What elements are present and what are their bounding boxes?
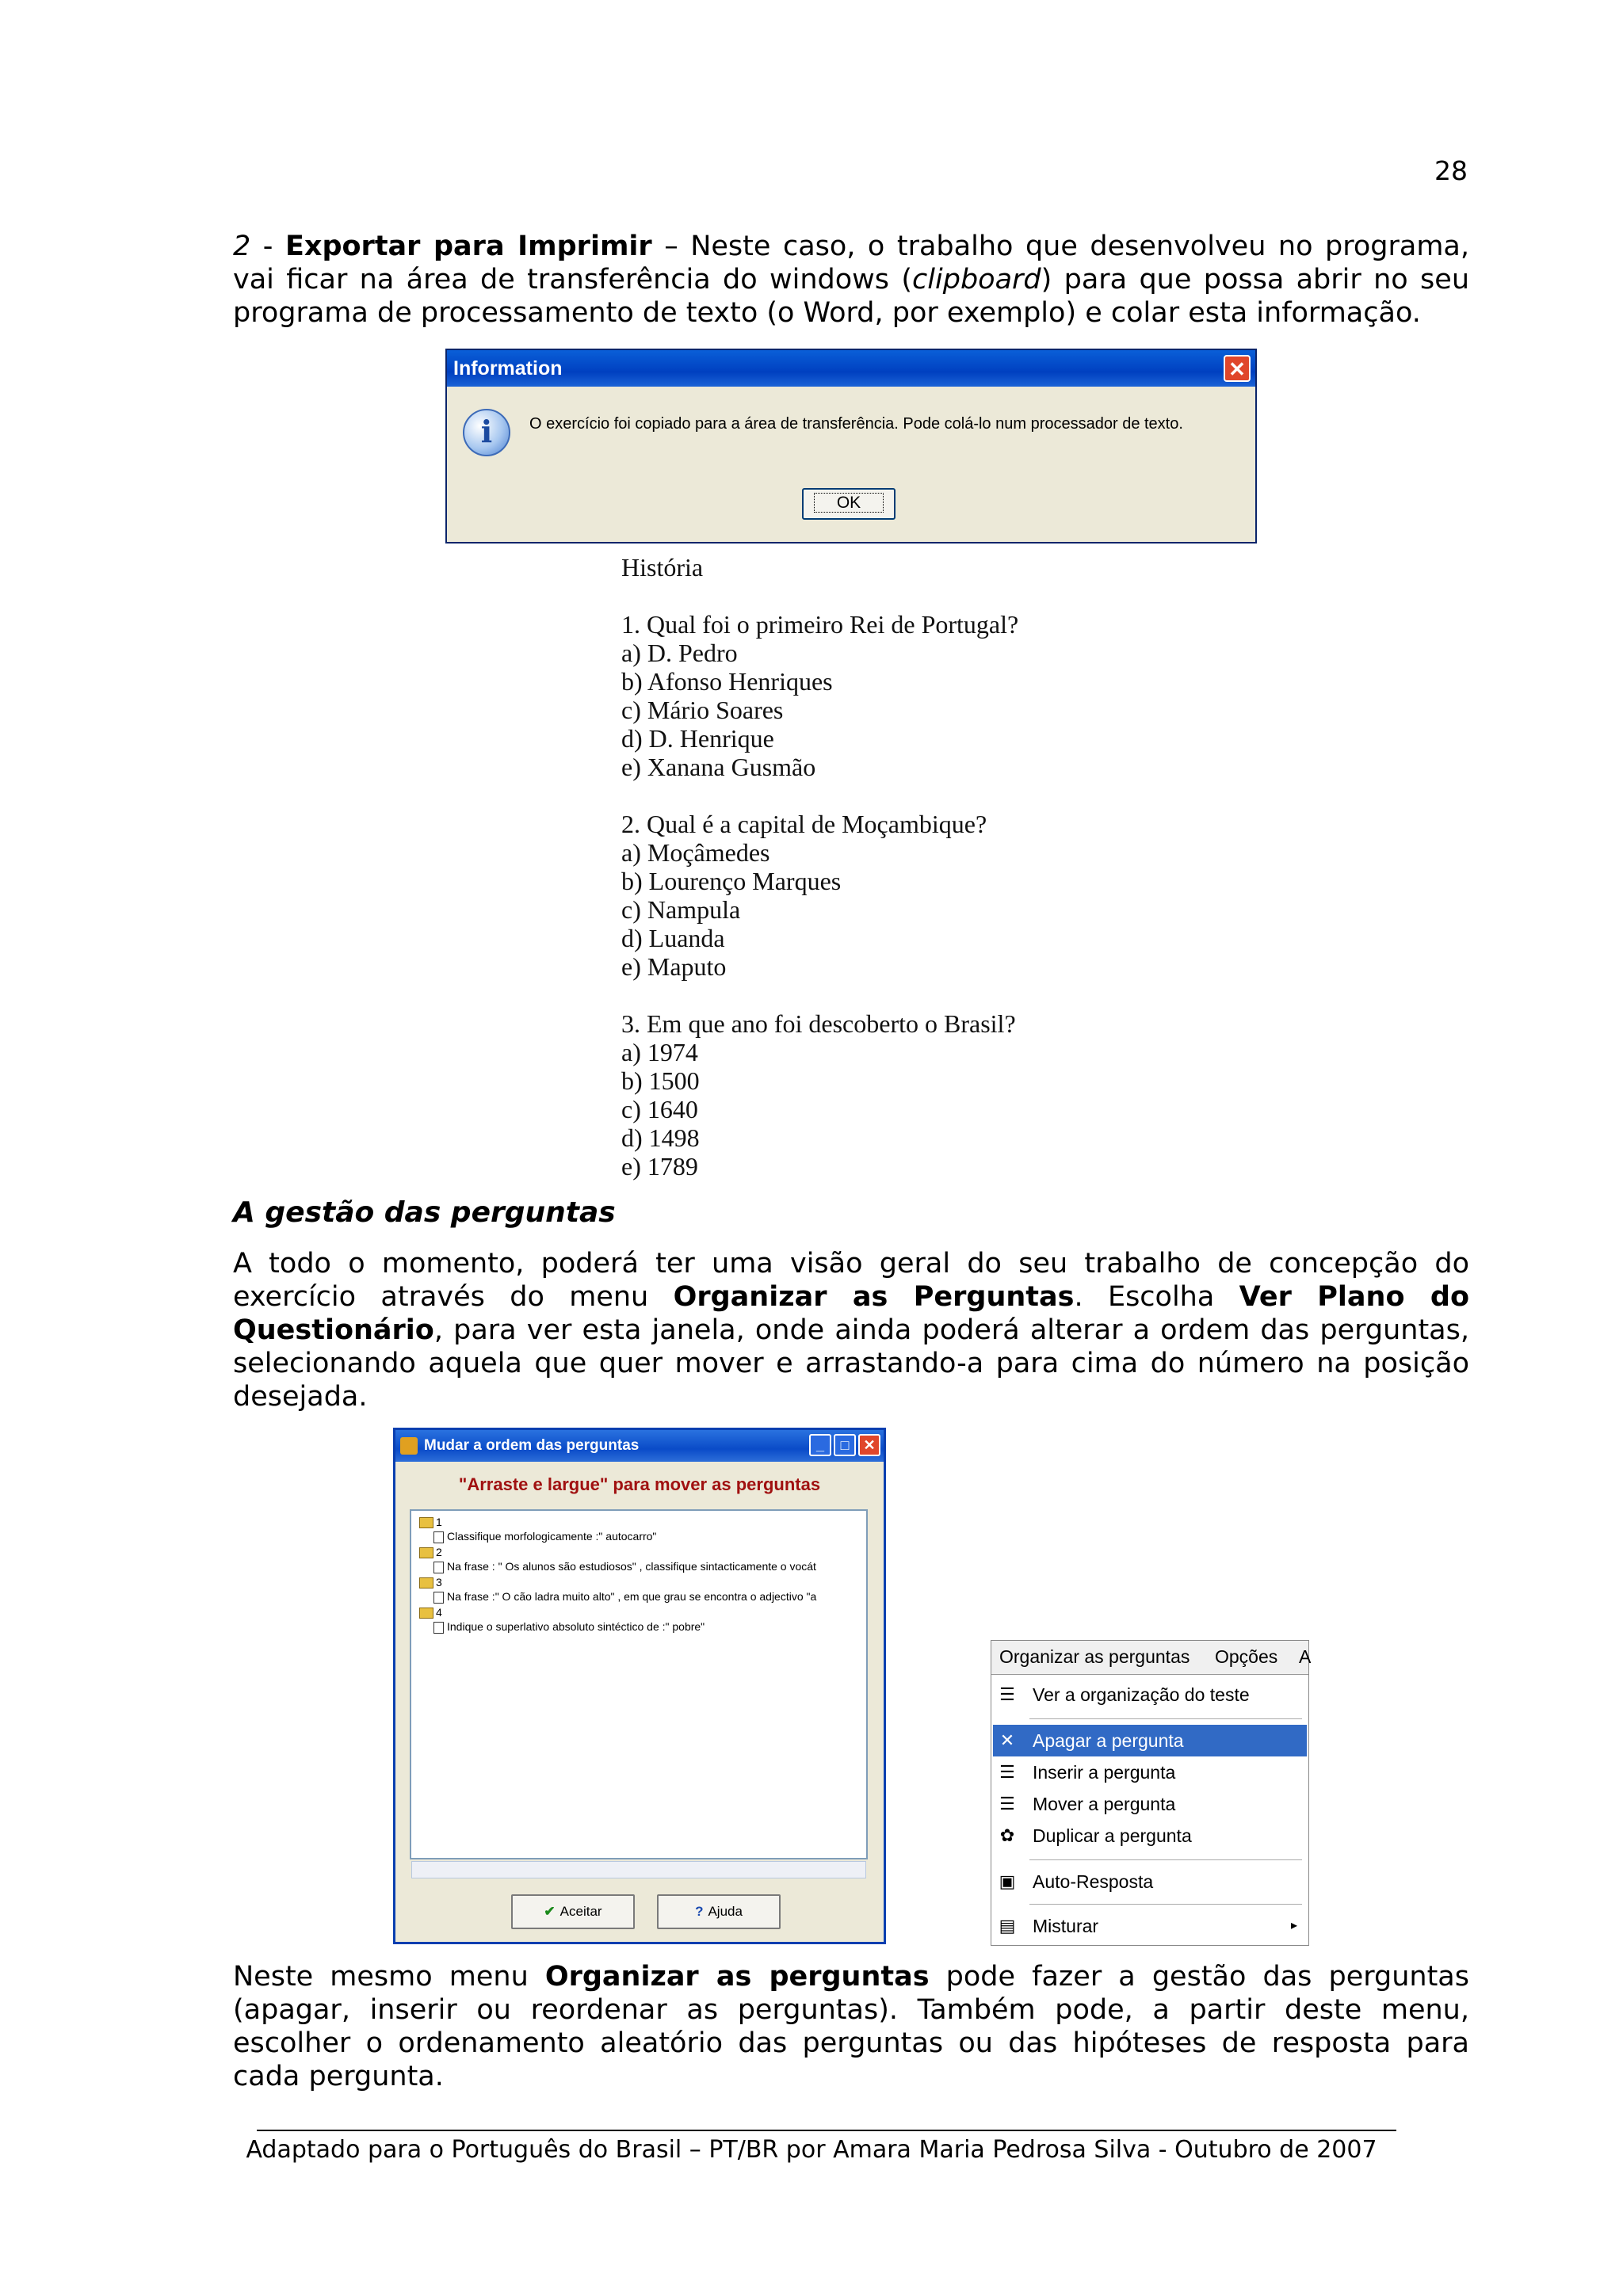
folder-icon [419, 1547, 433, 1558]
insert-icon: ☰ [999, 1762, 1015, 1782]
text: , para ver esta janela, onde ainda poderá alterar a ordem das perguntas, selecionando aquela que quer mover e arrastando-a para cima do número na posição desejada. [233, 1314, 1469, 1413]
option: a) D. Pedro [621, 639, 738, 667]
delete-icon: ✕ [999, 1730, 1015, 1750]
option: d) 1498 [621, 1123, 700, 1152]
option: c) Mário Soares [621, 696, 784, 724]
folder-icon [419, 1577, 433, 1589]
clipboard-term: clipboard [912, 264, 1041, 296]
text: Neste mesmo menu [233, 1961, 545, 1993]
menu-item-move[interactable] [993, 1788, 1307, 1820]
node-number: 3 [436, 1576, 442, 1589]
tree-folder[interactable] [419, 1516, 442, 1528]
help-button[interactable] [657, 1894, 781, 1929]
option: b) Lourenço Marques [621, 867, 842, 895]
quiz-printout [621, 553, 1018, 1180]
quiz-heading: História [621, 553, 704, 582]
text: – Neste caso, o trabalho que desenvolveu no programa, vai ficar na área de transferência do windows ( [233, 231, 1469, 296]
dialog-message: O exercício foi copiado para a área de transferência. Pode colá-lo num processador de texto. [529, 415, 1183, 433]
text: . Escolha [1074, 1281, 1239, 1313]
document-icon [433, 1622, 444, 1634]
ok-label: OK [814, 493, 884, 513]
node-text: Classifique morfologicamente :" autocarro" [447, 1530, 657, 1543]
dash: - [250, 231, 285, 262]
option: b) Afonso Henriques [621, 667, 833, 696]
menu-item-insert[interactable] [993, 1756, 1307, 1788]
question-2: 2. Qual é a capital de Moçambique? [621, 810, 987, 838]
window-title: Mudar a ordem das perguntas [424, 1437, 640, 1454]
option: b) 1500 [621, 1066, 700, 1095]
folder-icon [419, 1517, 433, 1528]
folder-icon [419, 1608, 433, 1619]
menu-item-auto-answer[interactable] [993, 1866, 1307, 1897]
menu-item-label: Auto-Resposta [1033, 1871, 1154, 1892]
accept-button[interactable] [511, 1894, 635, 1929]
menu-name: Organizar as Perguntas [673, 1281, 1075, 1313]
node-number: 1 [436, 1516, 442, 1528]
document-icon [433, 1531, 444, 1543]
tree-folder[interactable] [419, 1546, 442, 1558]
help-label: Ajuda [708, 1904, 743, 1919]
node-text: Indique o superlativo absoluto sintéctico de :" pobre" [447, 1620, 705, 1633]
option: d) D. Henrique [621, 724, 774, 753]
item-number: 2 [233, 231, 251, 262]
auto-answer-icon: ▣ [999, 1871, 1016, 1891]
dialog-title: Information [453, 357, 563, 379]
duplicate-icon: ✿ [999, 1825, 1015, 1845]
menu-separator [1029, 1904, 1302, 1905]
tree-item[interactable] [433, 1590, 816, 1604]
info-icon: i [463, 409, 510, 456]
document-icon [433, 1562, 444, 1573]
app-icon [400, 1437, 418, 1455]
option: c) 1640 [621, 1095, 698, 1123]
menu-item-duplicate[interactable] [993, 1820, 1307, 1852]
option: e) 1789 [621, 1152, 698, 1180]
option: e) Maputo [621, 952, 727, 981]
option: d) Luanda [621, 924, 725, 952]
question-3: 3. Em que ano foi descoberto o Brasil? [621, 1009, 1016, 1038]
paragraph-management [233, 1247, 1469, 1413]
menu-item-label: Misturar [1033, 1916, 1099, 1936]
menu-item-delete[interactable] [993, 1725, 1307, 1756]
export-label: Exportar para Imprimir [285, 231, 652, 262]
menu-item-label: Ver a organização do teste [1033, 1684, 1250, 1705]
option: e) Xanana Gusmão [621, 753, 816, 781]
minimize-icon[interactable]: _ [809, 1434, 831, 1456]
page-number: 28 [1434, 155, 1468, 186]
paragraph-export [233, 230, 1469, 330]
text: pode fazer a gestão das perguntas (apagar, inserir ou reordenar as perguntas). Também pode, a partir deste menu, escolher o ordenamento aleatório das perguntas ou das hipóteses de resposta para cada pergunta. [233, 1961, 1469, 2092]
menu-truncated[interactable]: A [1299, 1646, 1312, 1667]
menu-name: Organizar as perguntas [544, 1961, 930, 1993]
tree-folder[interactable] [419, 1606, 442, 1619]
organize-menu [991, 1640, 1312, 1946]
tree-item[interactable] [433, 1620, 705, 1634]
section-title: A gestão das perguntas [233, 1196, 616, 1229]
accept-label: Aceitar [559, 1904, 602, 1919]
menu-item-shuffle[interactable] [993, 1910, 1307, 1942]
drag-hint: "Arraste e largue" para mover as perguntas [458, 1474, 821, 1494]
command-name: Ver Plano do Questionário [233, 1281, 1470, 1346]
question-tree[interactable] [410, 1509, 868, 1859]
text: A todo o momento, poderá ter uma visão geral do seu trabalho de concepção do exercício através do menu [233, 1248, 1469, 1313]
menu-options[interactable]: Opções [1215, 1646, 1278, 1667]
information-dialog [445, 349, 1257, 543]
help-icon: ? [695, 1904, 704, 1919]
menu-item-label: Inserir a pergunta [1033, 1762, 1176, 1783]
tree-item[interactable] [433, 1560, 816, 1573]
text: ) para que possa abrir no seu programa de processamento de texto (o Word, por exemplo) e colar esta informação. [233, 264, 1469, 329]
menu-item-label: Duplicar a pergunta [1033, 1825, 1192, 1846]
checkmark-icon: ✔ [544, 1904, 556, 1919]
window-titlebar [395, 1430, 884, 1462]
menu-bar [991, 1641, 1312, 1675]
node-number: 4 [436, 1606, 442, 1619]
option: c) Nampula [621, 895, 741, 924]
node-number: 2 [436, 1546, 442, 1558]
close-icon[interactable]: ✕ [1224, 355, 1251, 382]
tree-folder[interactable] [419, 1576, 442, 1589]
paragraph-menu [233, 1960, 1469, 2093]
menu-item-view-organization[interactable] [993, 1679, 1307, 1711]
menu-separator [1029, 1718, 1302, 1719]
ok-button[interactable] [802, 488, 896, 520]
node-text: Na frase : " Os alunos são estudiosos" , classifique sintacticamente o vocát [447, 1560, 816, 1573]
menu-organize[interactable]: Organizar as perguntas [999, 1646, 1190, 1667]
reorder-window [393, 1428, 886, 1944]
list-icon: ☰ [999, 1684, 1015, 1704]
footer-divider [257, 2130, 1396, 2131]
document-icon [433, 1592, 444, 1604]
menu-item-label: Apagar a pergunta [1033, 1730, 1184, 1751]
move-icon: ☰ [999, 1794, 1015, 1814]
submenu-arrow-icon: ▸ [1290, 1919, 1297, 1932]
option: a) Moçâmedes [621, 838, 770, 867]
close-icon[interactable]: ✕ [858, 1434, 880, 1456]
maximize-icon[interactable]: □ [834, 1434, 856, 1456]
tree-item[interactable] [433, 1530, 656, 1543]
node-text: Na frase :" O cão ladra muito alto" , em que grau se encontra o adjectivo "a [447, 1590, 817, 1603]
question-1: 1. Qual foi o primeiro Rei de Portugal? [621, 610, 1019, 639]
menu-separator [1029, 1859, 1302, 1860]
dialog-titlebar [447, 350, 1255, 387]
footer-text: Adaptado para o Português do Brasil – PT/BR por Amara Maria Pedrosa Silva - Outubro de 2007 [246, 2136, 1377, 2164]
horizontal-scrollbar[interactable] [411, 1861, 866, 1878]
shuffle-icon: ▤ [999, 1916, 1016, 1936]
menu-item-label: Mover a pergunta [1033, 1794, 1176, 1814]
option: a) 1974 [621, 1038, 698, 1066]
